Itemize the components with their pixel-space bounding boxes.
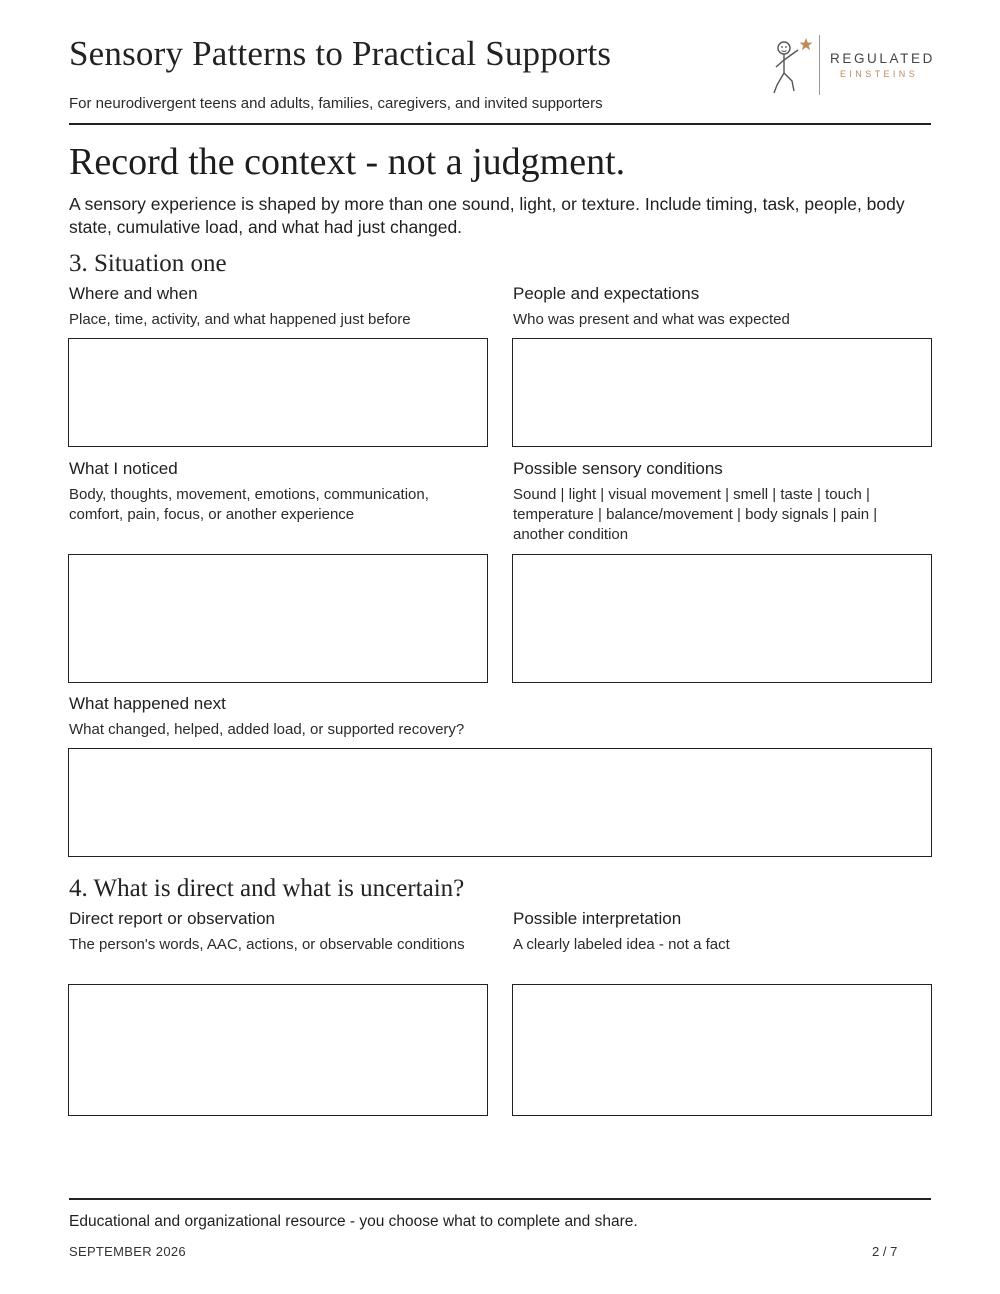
- footer-note: Educational and organizational resource - you choose what to complete and share.: [69, 1213, 638, 1230]
- section-title-direct-and-uncertain: 4. What is direct and what is uncertain?: [69, 875, 465, 902]
- footer-divider: [69, 1198, 931, 1200]
- field-label-what-i-noticed: What I noticed: [69, 459, 178, 478]
- page-heading: Record the context - not a judgment.: [69, 141, 626, 183]
- field-hint-people-and-expectations: Who was present and what was expected: [513, 311, 790, 328]
- field-label-what-happened-next: What happened next: [69, 694, 226, 713]
- intro-paragraph: A sensory experience is shaped by more than one sound, light, or texture. Include timing, task, people, body state, cumulative load, and what had just changed.: [69, 194, 905, 237]
- possible-sensory-conditions-box[interactable]: [512, 554, 932, 683]
- what-i-noticed-box[interactable]: [68, 554, 488, 683]
- document-title: Sensory Patterns to Practical Supports: [69, 34, 612, 73]
- field-label-direct-report: Direct report or observation: [69, 909, 275, 928]
- field-hint-what-i-noticed: Body, thoughts, movement, emotions, communication, comfort, pain, focus, or another experience: [69, 486, 429, 523]
- field-hint-possible-interpretation: A clearly labeled idea - not a fact: [513, 936, 730, 953]
- field-hint-direct-report: The person's words, AAC, actions, or observable conditions: [69, 936, 465, 953]
- logo-subname: EINSTEINS: [840, 69, 919, 79]
- field-hint-where-and-when: Place, time, activity, and what happened just before: [69, 311, 411, 328]
- what-happened-next-box[interactable]: [68, 748, 932, 857]
- brand-logo: [768, 33, 938, 97]
- field-label-people-and-expectations: People and expectations: [513, 284, 700, 303]
- people-and-expectations-box[interactable]: [512, 338, 932, 447]
- field-label-possible-sensory-conditions: Possible sensory conditions: [513, 459, 723, 478]
- page-number: 2 / 7: [872, 1244, 898, 1259]
- section-title-situation-one: 3. Situation one: [69, 250, 227, 277]
- field-label-possible-interpretation: Possible interpretation: [513, 909, 682, 928]
- field-hint-possible-sensory-conditions: Sound | light | visual movement | smell | taste | touch | temperature | balance/movement | body signals | pain | another condition: [513, 486, 878, 543]
- document-subtitle: For neurodivergent teens and adults, families, caregivers, and invited supporters: [69, 95, 603, 112]
- logo-name: REGULATED: [830, 51, 935, 66]
- field-hint-what-happened-next: What changed, helped, added load, or supported recovery?: [69, 721, 465, 738]
- logo-divider: [819, 35, 820, 95]
- stick-figure-reaching-star-icon: [768, 33, 818, 97]
- possible-interpretation-box[interactable]: [512, 984, 932, 1116]
- direct-report-box[interactable]: [68, 984, 488, 1116]
- footer-date: SEPTEMBER 2026: [69, 1244, 186, 1259]
- where-and-when-box[interactable]: [68, 338, 488, 447]
- header-divider: [69, 123, 931, 125]
- field-label-where-and-when: Where and when: [69, 284, 198, 303]
